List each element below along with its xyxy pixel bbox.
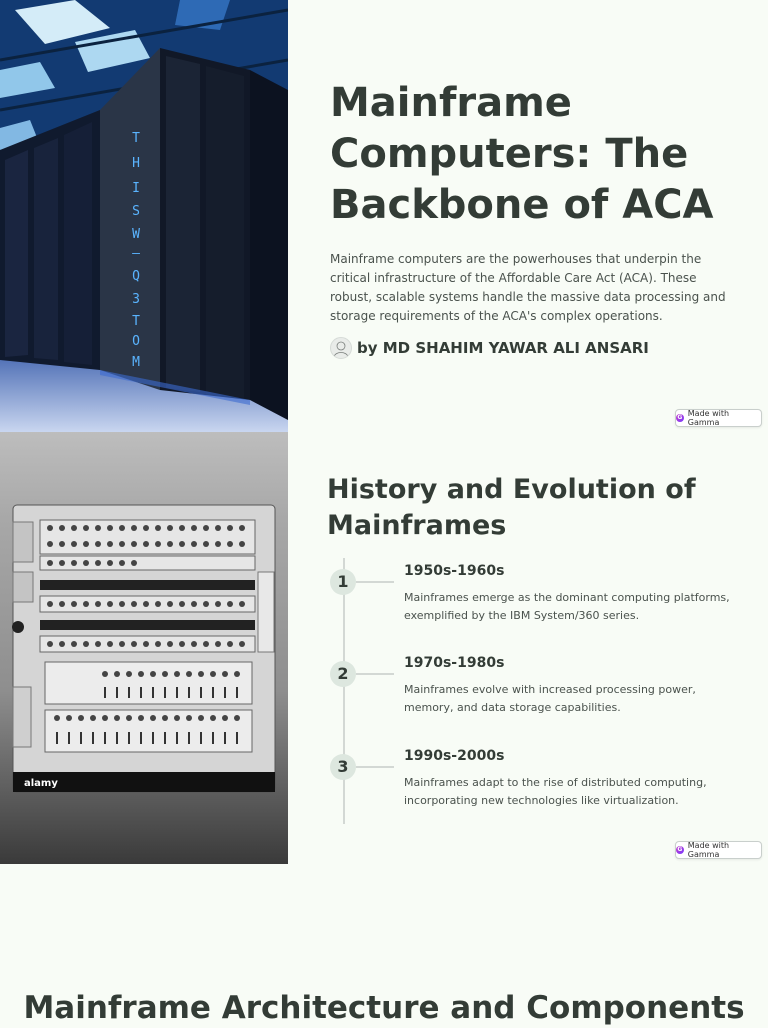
timeline-number: 1 bbox=[330, 569, 356, 595]
svg-text:Q: Q bbox=[132, 269, 140, 284]
timeline-heading: 1970s-1980s bbox=[404, 655, 505, 671]
svg-text:3: 3 bbox=[132, 292, 140, 307]
author-name: by MD SHAHIM YAWAR ALI ANSARI bbox=[357, 339, 649, 357]
svg-text:W: W bbox=[132, 227, 140, 242]
alamy-watermark: alamy bbox=[24, 778, 58, 789]
slide-architecture bbox=[0, 864, 768, 1024]
timeline-number: 3 bbox=[330, 754, 356, 780]
svg-text:–: – bbox=[132, 246, 140, 261]
gamma-logo-icon: G bbox=[677, 846, 683, 853]
timeline-number: 2 bbox=[330, 661, 356, 687]
author-avatar bbox=[330, 337, 352, 359]
page-title: Mainframe Computers: The Backbone of ACA bbox=[330, 80, 714, 228]
gamma-logo-icon: G bbox=[677, 414, 683, 421]
timeline-text: Mainframes adapt to the rise of distributed computing, incorporating new technologies like virtualization. bbox=[404, 776, 707, 807]
svg-text:T: T bbox=[132, 314, 140, 329]
section-title-history: History and Evolution of Mainframes bbox=[327, 474, 696, 541]
timeline-heading: 1990s-2000s bbox=[404, 748, 505, 764]
svg-text:H: H bbox=[132, 156, 140, 171]
timeline-text: Mainframes emerge as the dominant computing platforms, exemplified by the IBM System/360 series. bbox=[404, 591, 730, 622]
server-sign-text bbox=[132, 131, 140, 370]
gamma-badge-label: Made with Gamma bbox=[687, 409, 730, 427]
slide-title bbox=[0, 0, 768, 432]
made-with-gamma-badge[interactable] bbox=[675, 841, 762, 859]
server-rack-illustration bbox=[0, 0, 288, 432]
svg-text:S: S bbox=[132, 204, 140, 219]
svg-text:I: I bbox=[132, 181, 140, 196]
made-with-gamma-badge[interactable] bbox=[675, 409, 762, 427]
svg-text:M: M bbox=[132, 355, 140, 370]
svg-text:O: O bbox=[132, 334, 140, 349]
slide-history bbox=[0, 432, 768, 864]
timeline-heading: 1950s-1960s bbox=[404, 563, 505, 579]
control-panel-illustration bbox=[0, 432, 288, 864]
timeline-connector bbox=[356, 673, 394, 675]
timeline-line bbox=[343, 558, 345, 824]
vintage-mainframe-panel-image bbox=[0, 432, 288, 864]
svg-text:T: T bbox=[132, 131, 140, 146]
intro-description: Mainframe computers are the powerhouses that underpin the critical infrastructure of the Affordable Care Act (ACA). These robust, scalable systems handle the massive data processing and storage requirements of the ACA's complex operations. bbox=[330, 252, 726, 323]
timeline-connector bbox=[356, 766, 394, 768]
section-title-architecture: Mainframe Architecture and Components bbox=[23, 990, 745, 1026]
server-rack-image bbox=[0, 0, 288, 432]
gamma-badge-label: Made with Gamma bbox=[687, 841, 730, 859]
timeline-connector bbox=[356, 581, 394, 583]
timeline-text: Mainframes evolve with increased processing power, memory, and data storage capabilities. bbox=[404, 683, 696, 714]
author-byline bbox=[330, 337, 649, 359]
